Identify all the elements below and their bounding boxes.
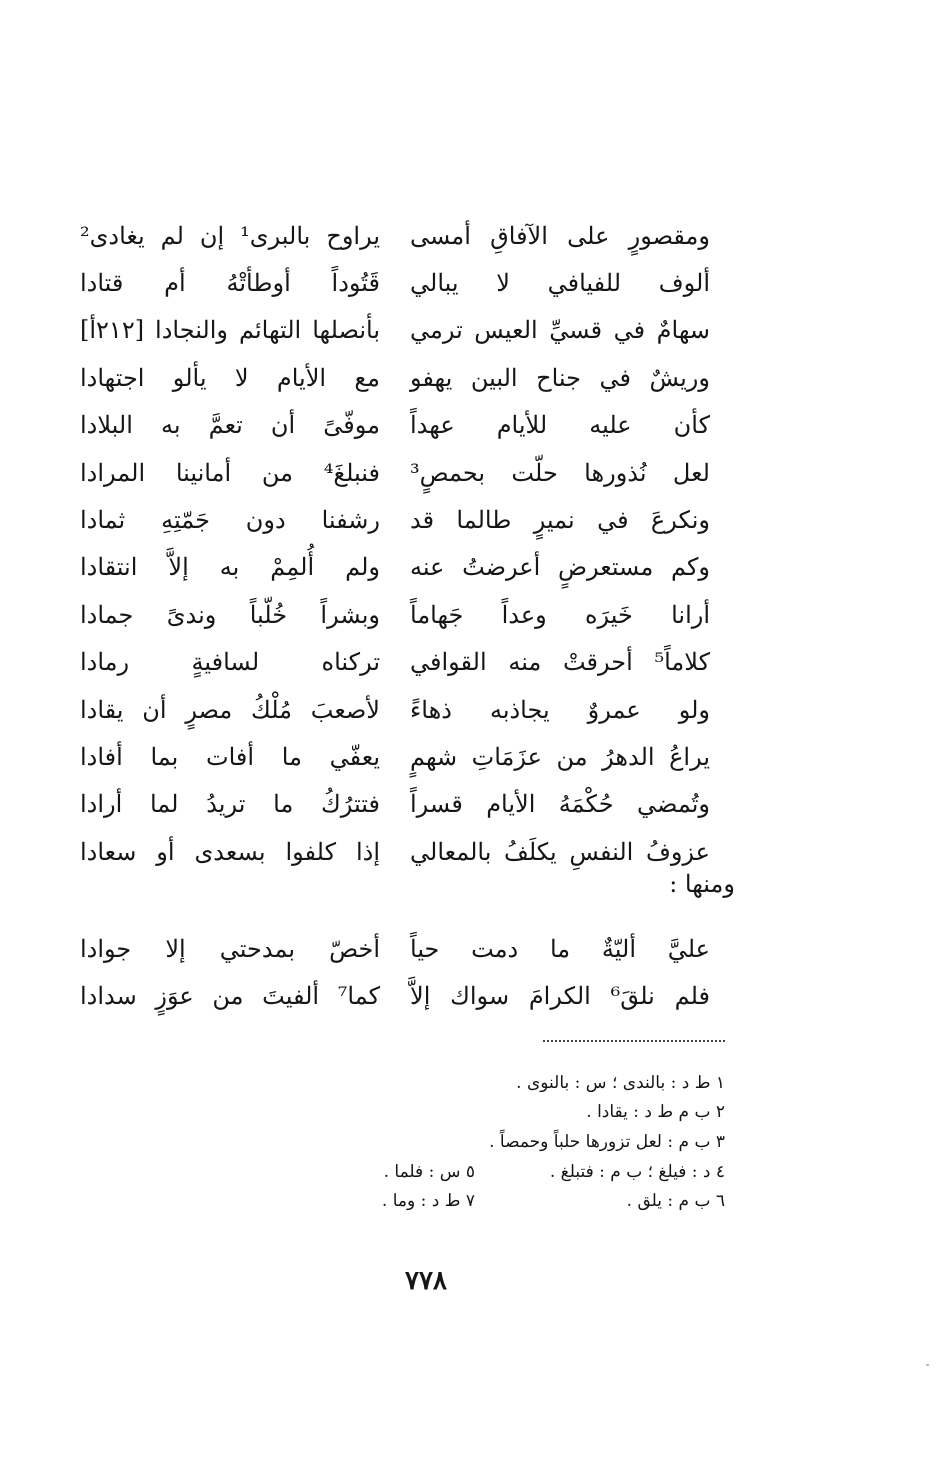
verse — [80, 212, 710, 259]
section-intro: ومنها : — [669, 870, 735, 898]
verse — [80, 496, 710, 543]
footnote-row — [260, 1157, 725, 1187]
footnote: ١ ط د : بالندى ؛ س : بالنوى . — [516, 1072, 725, 1093]
second-hemistich: وبشراً خُلّباً وندىً جمادا — [80, 600, 380, 629]
second-hemistich: كما⁷ ألفيتَ من عوَزٍ سدادا — [80, 981, 380, 1010]
first-hemistich: سهامٌ في قسيِّ العيس ترمي — [410, 316, 710, 345]
poem-main — [80, 212, 710, 875]
footnotes — [260, 1068, 725, 1216]
page-number: ٧٧٨ — [405, 1266, 447, 1296]
footnote: ٥ س : فلما . — [383, 1161, 475, 1182]
first-hemistich: ألوف للفيافي لا يبالي — [410, 269, 710, 298]
first-hemistich: كلاماً⁵ أحرقتْ منه القوافي — [410, 648, 710, 677]
verse — [80, 544, 710, 591]
verse — [80, 925, 710, 972]
first-hemistich: أرانا خَيرَه وعداً جَهاماً — [410, 600, 710, 629]
verse — [80, 307, 710, 354]
footnote: ٢ ب م ط د : يقادا . — [586, 1102, 725, 1123]
footnote-row — [260, 1186, 725, 1216]
verse — [80, 733, 710, 780]
poem-excerpt — [80, 925, 710, 1019]
second-hemistich: لأصعبَ مُلْكُ مصرٍ أن يقادا — [80, 695, 380, 724]
verse — [80, 402, 710, 449]
footnote-row — [260, 1127, 725, 1157]
second-hemistich: يراوح بالبرى¹ إن لم يغادى² — [80, 221, 380, 250]
second-hemistich: يعفّي ما أفات بما أفادا — [80, 742, 380, 771]
footnote: ٧ ط د : وما . — [381, 1191, 475, 1212]
first-hemistich: وتُمضي حُكْمَهُ الأيام قسراً — [410, 790, 710, 819]
second-hemistich: تركناه لسافيةٍ رمادا — [80, 648, 380, 677]
second-hemistich: فنبلغَ⁴ من أمانينا المرادا — [80, 458, 380, 487]
verse — [80, 686, 710, 733]
second-hemistich: موفّىً أن تعمَّ به البلادا — [80, 411, 380, 440]
first-hemistich: عليَّ أليّةٌ ما دمت حياً — [410, 934, 710, 963]
verse — [80, 591, 710, 638]
second-hemistich: قَتُوداً أوطأتْهُ أم قتادا — [80, 269, 380, 298]
footnote-row — [260, 1098, 725, 1128]
second-hemistich: مع الأيام لا يألو اجتهادا — [80, 363, 380, 392]
scan-speck — [926, 1364, 929, 1366]
first-hemistich: ومقصورٍ على الآفاقِ أمسى — [410, 221, 710, 250]
verse — [80, 259, 710, 306]
verse — [80, 639, 710, 686]
footnote: ٤ د : فيلغ ؛ ب م : فتبلغ . — [549, 1161, 725, 1182]
footnote-row — [260, 1068, 725, 1098]
footnote: ٣ ب م : لعل تزورها حلباً وحمصاً . — [489, 1131, 725, 1152]
first-hemistich: ونكرعَ في نميرٍ طالما قد — [410, 506, 710, 535]
second-hemistich: ولم أُلمِمْ به إلاَّ انتقادا — [80, 553, 380, 582]
first-hemistich: يراعُ الدهرُ من عزَمَاتِ شهمٍ — [410, 742, 710, 771]
first-hemistich: لعل نُذورها حلّت بحمصٍ³ — [410, 458, 710, 487]
first-hemistich: ولو عمروٌ يجاذبه ذهاءً — [410, 695, 710, 724]
first-hemistich: وكم مستعرضٍ أعرضتُ عنه — [410, 553, 710, 582]
second-hemistich: رشفنا دون جَمّتِهِ ثمادا — [80, 506, 380, 535]
footnote: ٦ ب م : يلق . — [626, 1191, 725, 1212]
second-hemistich: إذا كلفوا بسعدى أو سعادا — [80, 837, 380, 866]
second-hemistich: بأنصلها التهائم والنجادا [٢١٢أ] — [80, 316, 380, 345]
first-hemistich: فلم نلقَ⁶ الكرامَ سواك إلاَّ — [410, 981, 710, 1010]
second-hemistich: فتترُكُ ما تريدُ لما أرادا — [80, 790, 380, 819]
footnote-divider — [543, 1040, 725, 1042]
verse — [80, 972, 710, 1019]
first-hemistich: وريشٌ في جناح البين يهفو — [410, 363, 710, 392]
second-hemistich: أخصّ بمدحتي إلا جوادا — [80, 934, 380, 963]
first-hemistich: كأن عليه للأيام عهداً — [410, 411, 710, 440]
verse — [80, 781, 710, 828]
verse — [80, 828, 710, 875]
verse — [80, 449, 710, 496]
first-hemistich: عزوفُ النفسِ يكلَفُ بالمعالي — [410, 837, 710, 866]
verse — [80, 354, 710, 401]
